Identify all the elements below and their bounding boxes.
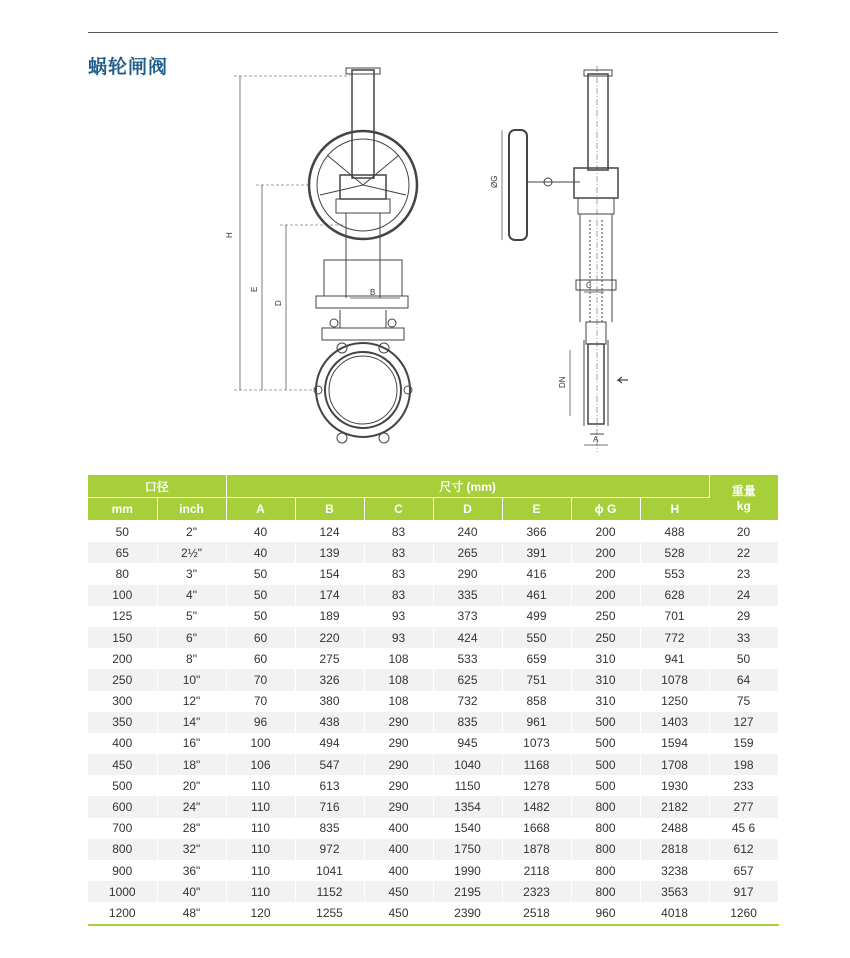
table-cell: 40	[226, 542, 295, 563]
table-cell: 438	[295, 712, 364, 733]
sub-header-cell: E	[502, 498, 571, 521]
table-cell: 139	[295, 542, 364, 563]
table-cell: 2323	[502, 881, 571, 902]
table-cell: 2818	[640, 839, 709, 860]
table-row	[88, 754, 778, 775]
table-cell: 108	[364, 648, 433, 669]
table-row	[88, 648, 778, 669]
table-cell: 400	[364, 839, 433, 860]
table-cell: 461	[502, 585, 571, 606]
table-cell: 70	[226, 669, 295, 690]
table-cell: 93	[364, 606, 433, 627]
table-cell: 858	[502, 691, 571, 712]
table-cell: 83	[364, 563, 433, 584]
table-cell: 127	[709, 712, 778, 733]
table-cell: 275	[295, 648, 364, 669]
table-cell: 200	[88, 648, 157, 669]
dim-h-label: H	[225, 232, 234, 238]
table-cell: 32"	[157, 839, 226, 860]
table-cell: 290	[364, 796, 433, 817]
table-cell: 40"	[157, 881, 226, 902]
table-cell: 60	[226, 648, 295, 669]
table-cell: 400	[88, 733, 157, 754]
table-cell: 154	[295, 563, 364, 584]
table-cell: 1152	[295, 881, 364, 902]
table-cell: 50	[226, 585, 295, 606]
weight-unit: kg	[736, 499, 751, 513]
table-row	[88, 585, 778, 606]
table-cell: 124	[295, 521, 364, 543]
table-cell: 553	[640, 563, 709, 584]
table-cell: 533	[433, 648, 502, 669]
table-cell: 265	[433, 542, 502, 563]
table-cell: 800	[571, 818, 640, 839]
table-cell: 310	[571, 669, 640, 690]
sub-header-cell: B	[295, 498, 364, 521]
table-cell: 450	[364, 881, 433, 902]
spec-table-body	[88, 521, 778, 925]
table-cell: 110	[226, 818, 295, 839]
table-cell: 450	[88, 754, 157, 775]
table-cell: 528	[640, 542, 709, 563]
table-cell: 120	[226, 902, 295, 924]
dim-b-label: B	[370, 288, 376, 297]
table-cell: 1000	[88, 881, 157, 902]
table-cell: 400	[364, 860, 433, 881]
table-cell: 110	[226, 839, 295, 860]
table-cell: 6"	[157, 627, 226, 648]
table-cell: 220	[295, 627, 364, 648]
table-cell: 550	[502, 627, 571, 648]
table-cell: 110	[226, 775, 295, 796]
table-cell: 50	[88, 521, 157, 543]
table-cell: 960	[571, 902, 640, 924]
table-cell: 4018	[640, 902, 709, 924]
table-cell: 36"	[157, 860, 226, 881]
table-cell: 106	[226, 754, 295, 775]
table-cell: 500	[571, 775, 640, 796]
table-row	[88, 818, 778, 839]
table-row	[88, 563, 778, 584]
table-cell: 424	[433, 627, 502, 648]
table-cell: 310	[571, 691, 640, 712]
table-cell: 20	[709, 521, 778, 543]
dim-g-label: ØG	[490, 175, 499, 188]
table-cell: 290	[433, 563, 502, 584]
table-row	[88, 860, 778, 881]
table-cell: 716	[295, 796, 364, 817]
table-cell: 1278	[502, 775, 571, 796]
header-bore: 口径	[88, 475, 226, 498]
table-cell: 174	[295, 585, 364, 606]
front-view	[234, 68, 417, 443]
table-cell: 200	[571, 542, 640, 563]
table-cell: 350	[88, 712, 157, 733]
table-cell: 835	[433, 712, 502, 733]
table-cell: 613	[295, 775, 364, 796]
table-cell: 499	[502, 606, 571, 627]
table-cell: 200	[571, 521, 640, 543]
table-cell: 200	[571, 563, 640, 584]
table-cell: 250	[571, 627, 640, 648]
table-cell: 108	[364, 691, 433, 712]
table-cell: 2182	[640, 796, 709, 817]
spec-table	[88, 475, 779, 926]
table-row	[88, 521, 778, 543]
table-cell: 1930	[640, 775, 709, 796]
table-cell: 700	[88, 818, 157, 839]
table-cell: 23	[709, 563, 778, 584]
table-cell: 20"	[157, 775, 226, 796]
table-cell: 628	[640, 585, 709, 606]
table-cell: 200	[571, 585, 640, 606]
table-cell: 125	[88, 606, 157, 627]
sub-header-cell: ϕ G	[571, 498, 640, 521]
table-cell: 150	[88, 627, 157, 648]
table-cell: 900	[88, 860, 157, 881]
table-cell: 1168	[502, 754, 571, 775]
page-title: 蜗轮闸阀	[88, 56, 169, 78]
table-cell: 701	[640, 606, 709, 627]
table-row	[88, 606, 778, 627]
table-cell: 1200	[88, 902, 157, 924]
table-cell: 2118	[502, 860, 571, 881]
table-cell: 3563	[640, 881, 709, 902]
table-cell: 83	[364, 521, 433, 543]
table-cell: 240	[433, 521, 502, 543]
table-cell: 3238	[640, 860, 709, 881]
table-cell: 500	[571, 733, 640, 754]
table-cell: 500	[571, 754, 640, 775]
table-cell: 1150	[433, 775, 502, 796]
side-view	[502, 66, 618, 452]
table-cell: 83	[364, 585, 433, 606]
table-row	[88, 691, 778, 712]
table-cell: 800	[571, 796, 640, 817]
table-cell: 96	[226, 712, 295, 733]
table-cell: 835	[295, 818, 364, 839]
header-dimensions: 尺寸 (mm)	[226, 475, 709, 498]
table-cell: 800	[571, 860, 640, 881]
table-cell: 500	[571, 712, 640, 733]
table-cell: 16"	[157, 733, 226, 754]
table-cell: 2195	[433, 881, 502, 902]
table-cell: 1403	[640, 712, 709, 733]
table-cell: 1260	[709, 902, 778, 924]
table-cell: 391	[502, 542, 571, 563]
table-cell: 50	[709, 648, 778, 669]
table-row	[88, 775, 778, 796]
table-cell: 366	[502, 521, 571, 543]
table-cell: 1878	[502, 839, 571, 860]
table-row	[88, 881, 778, 902]
dim-a-label: A	[593, 435, 599, 444]
table-cell: 108	[364, 669, 433, 690]
table-cell: 917	[709, 881, 778, 902]
table-cell: 75	[709, 691, 778, 712]
table-row	[88, 796, 778, 817]
table-cell: 772	[640, 627, 709, 648]
table-cell: 50	[226, 563, 295, 584]
table-cell: 83	[364, 542, 433, 563]
table-cell: 310	[571, 648, 640, 669]
table-cell: 732	[433, 691, 502, 712]
table-cell: 1990	[433, 860, 502, 881]
table-cell: 1668	[502, 818, 571, 839]
table-cell: 45 6	[709, 818, 778, 839]
table-cell: 110	[226, 796, 295, 817]
sub-header-cell: D	[433, 498, 502, 521]
table-cell: 2½"	[157, 542, 226, 563]
table-cell: 612	[709, 839, 778, 860]
dim-c-label: C	[586, 281, 592, 290]
table-cell: 40	[226, 521, 295, 543]
table-cell: 1255	[295, 902, 364, 924]
table-cell: 2"	[157, 521, 226, 543]
table-cell: 2390	[433, 902, 502, 924]
table-cell: 250	[88, 669, 157, 690]
header-weight	[709, 475, 778, 521]
table-cell: 100	[88, 585, 157, 606]
table-cell: 494	[295, 733, 364, 754]
table-row	[88, 542, 778, 563]
sub-header-cell: H	[640, 498, 709, 521]
table-cell: 625	[433, 669, 502, 690]
table-cell: 1250	[640, 691, 709, 712]
table-cell: 961	[502, 712, 571, 733]
table-cell: 22	[709, 542, 778, 563]
valve-drawing	[0, 60, 850, 460]
table-cell: 189	[295, 606, 364, 627]
table-cell: 290	[364, 775, 433, 796]
table-cell: 110	[226, 881, 295, 902]
table-cell: 29	[709, 606, 778, 627]
table-cell: 1482	[502, 796, 571, 817]
table-row	[88, 712, 778, 733]
table-cell: 1750	[433, 839, 502, 860]
table-cell: 4"	[157, 585, 226, 606]
table-cell: 972	[295, 839, 364, 860]
dim-d-label: D	[274, 300, 283, 306]
table-cell: 65	[88, 542, 157, 563]
table-cell: 300	[88, 691, 157, 712]
table-cell: 14"	[157, 712, 226, 733]
table-cell: 800	[571, 881, 640, 902]
table-cell: 28"	[157, 818, 226, 839]
table-cell: 488	[640, 521, 709, 543]
table-cell: 290	[364, 754, 433, 775]
table-cell: 5"	[157, 606, 226, 627]
table-cell: 800	[88, 839, 157, 860]
table-cell: 335	[433, 585, 502, 606]
sub-header-row	[88, 498, 778, 521]
table-cell: 24"	[157, 796, 226, 817]
top-rule	[88, 32, 778, 33]
table-cell: 1594	[640, 733, 709, 754]
table-cell: 326	[295, 669, 364, 690]
dim-dn-label: DN	[558, 376, 567, 388]
table-cell: 250	[571, 606, 640, 627]
table-row	[88, 669, 778, 690]
table-cell: 751	[502, 669, 571, 690]
sub-header-cell: inch	[157, 498, 226, 521]
table-cell: 1040	[433, 754, 502, 775]
table-cell: 290	[364, 733, 433, 754]
table-cell: 547	[295, 754, 364, 775]
table-cell: 80	[88, 563, 157, 584]
table-cell: 110	[226, 860, 295, 881]
table-cell: 50	[226, 606, 295, 627]
table-cell: 18"	[157, 754, 226, 775]
table-cell: 60	[226, 627, 295, 648]
table-cell: 416	[502, 563, 571, 584]
table-row	[88, 733, 778, 754]
table-cell: 70	[226, 691, 295, 712]
table-cell: 659	[502, 648, 571, 669]
table-cell: 945	[433, 733, 502, 754]
table-cell: 24	[709, 585, 778, 606]
table-cell: 1073	[502, 733, 571, 754]
table-cell: 1708	[640, 754, 709, 775]
table-cell: 100	[226, 733, 295, 754]
table-cell: 198	[709, 754, 778, 775]
table-row	[88, 839, 778, 860]
table-cell: 290	[364, 712, 433, 733]
table-cell: 2488	[640, 818, 709, 839]
table-cell: 657	[709, 860, 778, 881]
table-cell: 600	[88, 796, 157, 817]
table-cell: 941	[640, 648, 709, 669]
table-cell: 450	[364, 902, 433, 924]
table-cell: 380	[295, 691, 364, 712]
table-cell: 12"	[157, 691, 226, 712]
table-cell: 10"	[157, 669, 226, 690]
table-cell: 400	[364, 818, 433, 839]
sub-header-cell: C	[364, 498, 433, 521]
table-cell: 2518	[502, 902, 571, 924]
table-cell: 93	[364, 627, 433, 648]
table-row	[88, 627, 778, 648]
table-cell: 500	[88, 775, 157, 796]
dim-e-label: E	[250, 286, 259, 292]
table-cell: 64	[709, 669, 778, 690]
table-cell: 48"	[157, 902, 226, 924]
table-cell: 1354	[433, 796, 502, 817]
table-cell: 1041	[295, 860, 364, 881]
table-cell: 800	[571, 839, 640, 860]
weight-label: 重量	[731, 484, 756, 498]
table-cell: 33	[709, 627, 778, 648]
table-cell: 159	[709, 733, 778, 754]
table-cell: 3"	[157, 563, 226, 584]
table-cell: 8"	[157, 648, 226, 669]
table-cell: 233	[709, 775, 778, 796]
table-cell: 1540	[433, 818, 502, 839]
table-cell: 277	[709, 796, 778, 817]
table-cell: 373	[433, 606, 502, 627]
sub-header-cell: mm	[88, 498, 157, 521]
table-cell: 1078	[640, 669, 709, 690]
sub-header-cell: A	[226, 498, 295, 521]
table-row	[88, 902, 778, 924]
